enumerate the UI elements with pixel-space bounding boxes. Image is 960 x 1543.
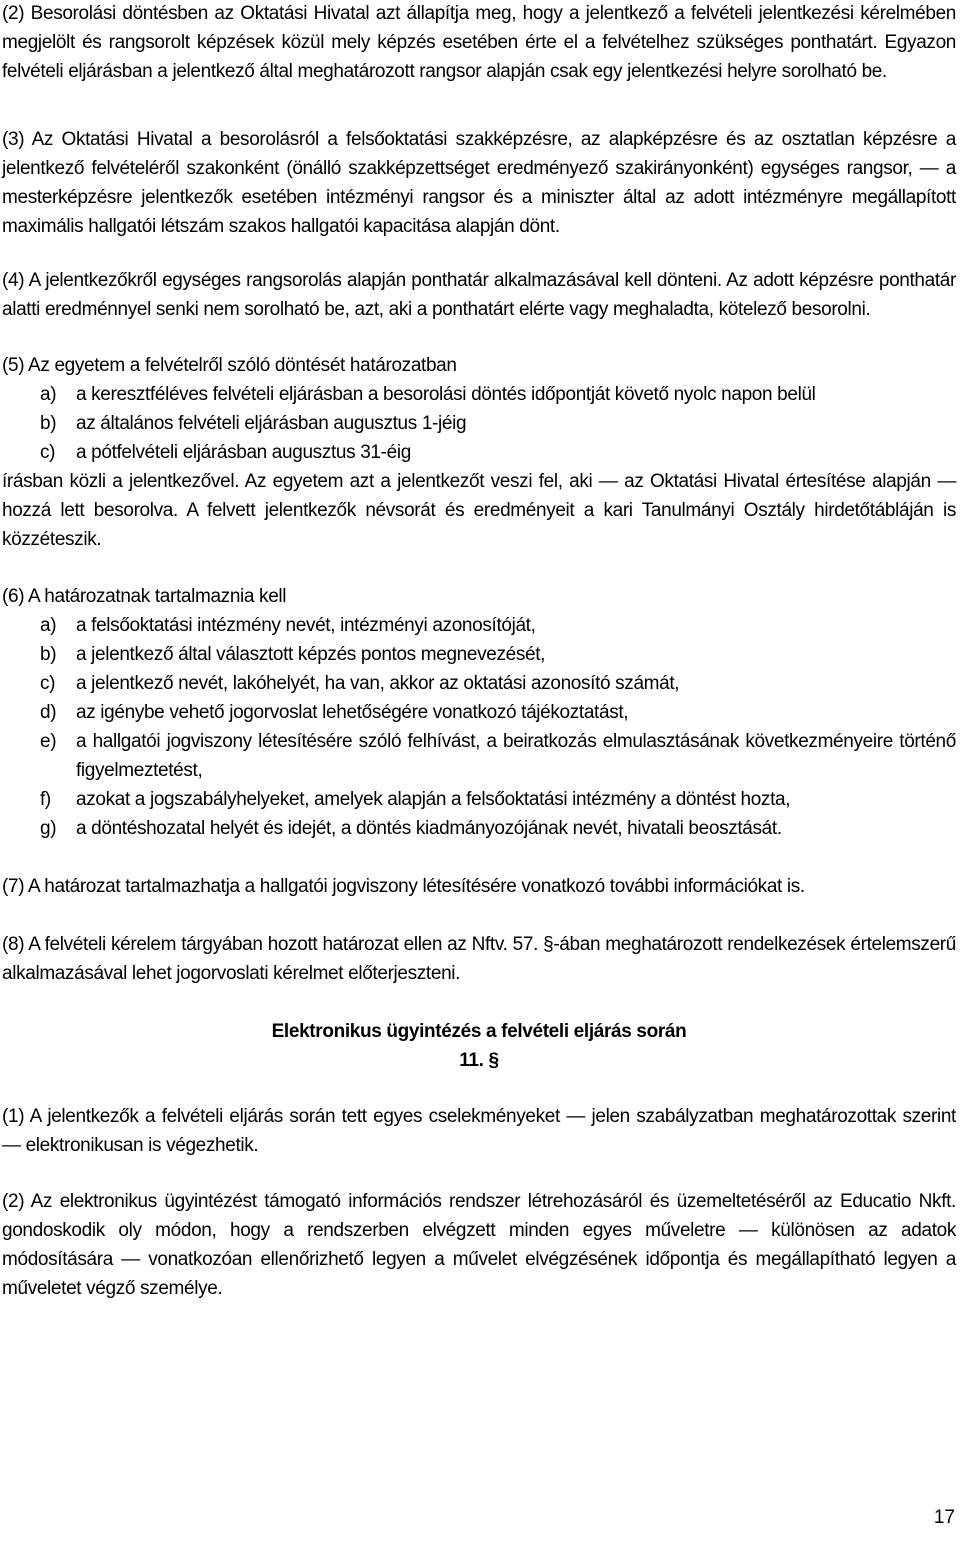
paragraph-3: (3) Az Oktatási Hivatal a besorolásról a felsőoktatási szakképzésre, az alapképzésre és az osztatlan képzésre a jelentkező felvételéről szakonként (önálló szakképzettséget eredményező szakirányonként) egységes rangsor, — a mesterképzésre jelentkezők esetében intézményi rangsor és a miniszter által az adott intézményre megállapított maximális hallgatói létszám szakos hallgatói kapacitása alapján dönt. [2, 129, 956, 237]
list-item [2, 785, 956, 814]
paragraph-5-list [2, 380, 956, 467]
list-marker: g) [40, 818, 57, 839]
paragraph-8: (8) A felvételi kérelem tárgyában hozott határozat ellen az Nftv. 57. §-ában meghatározott rendelkezések értelemszerű alkalmazásával lehet jogorvoslati kérelmet előterjeszteni. [2, 934, 956, 984]
paragraph-5-intro: (5) Az egyetem a felvételről szóló döntését határozatban [2, 355, 457, 376]
document-body [2, 0, 956, 1303]
list-item [2, 611, 956, 640]
section-title: Elektronikus ügyintézés a felvételi eljárás során [271, 1021, 687, 1042]
list-item [2, 814, 956, 843]
list-marker: b) [40, 413, 57, 434]
list-text: a hallgatói jogviszony létesítésére szóló felhívást, a beiratkozás elmulasztásának következményeire történő figyelmeztetést, [76, 731, 956, 781]
paragraph-4: (4) A jelentkezőkről egységes rangsorolás alapján ponthatár alkalmazásával kell dönteni. Az adott képzésre ponthatár alatti eredménnyel senki nem sorolható be, azt, aki a ponthatárt elérte vagy meghaladta, kötelező besorolni. [2, 270, 956, 320]
list-text: az igénybe vehető jogorvoslat lehetőségére vonatkozó tájékoztatást, [76, 702, 629, 723]
paragraph-7: (7) A határozat tartalmazhatja a hallgatói jogviszony létesítésére vonatkozó további információkat is. [2, 876, 805, 897]
list-text: a jelentkező nevét, lakóhelyét, ha van, akkor az oktatási azonosító számát, [76, 673, 680, 694]
section-paragraph-2: (2) Az elektronikus ügyintézést támogató információs rendszer létrehozásáról és üzemeltetéséről az Educatio Nkft. gondoskodik oly módon, hogy a rendszerben elvégzett minden egyes műveletre — különösen az adatok módosítására — vonatkozóan ellenőrizhető legyen a művelet elvégzésének időpontja és megállapítható legyen a műveletet végző személye. [2, 1191, 956, 1299]
paragraph-5-outro: írásban közli a jelentkezővel. Az egyetem azt a jelentkezőt veszi fel, aki — az Oktatási Hivatal értesítése alapján — hozzá lett besorolva. A felvett jelentkezők névsorát és eredményeit a kari Tanulmányi Osztály hirdetőtábláján is közzéteszik. [2, 471, 956, 550]
list-text: a keresztféléves felvételi eljárásban a besorolási döntés időpontját követő nyolc napon belül [76, 384, 816, 405]
list-marker: f) [40, 789, 51, 810]
list-text: a döntéshozatal helyét és idejét, a döntés kiadmányozójának nevét, hivatali beosztását. [76, 818, 782, 839]
list-item [2, 380, 956, 409]
list-item [2, 438, 956, 467]
list-marker: d) [40, 702, 57, 723]
list-marker: e) [40, 731, 57, 752]
list-item [2, 698, 956, 727]
list-text: a jelentkező által választott képzés pontos megnevezését, [76, 644, 546, 665]
list-text: azokat a jogszabályhelyeket, amelyek alapján a felsőoktatási intézmény a döntést hozta, [76, 789, 791, 810]
section-number: 11. § [459, 1050, 499, 1071]
page-number: 17 [933, 1507, 955, 1528]
list-text: a felsőoktatási intézmény nevét, intézményi azonosítóját, [76, 615, 536, 636]
section-heading [2, 1017, 956, 1075]
list-item [2, 669, 956, 698]
paragraph-2: (2) Besorolási döntésben az Oktatási Hivatal azt állapítja meg, hogy a jelentkező a felvételi jelentkezési kérelmében megjelölt és rangsorolt képzések közül mely képzés esetében érte el a felvételhez szükséges ponthatárt. Egyazon felvételi eljárásban a jelentkező által meghatározott rangsor alapján csak egy jelentkezési helyre sorolható be. [2, 3, 956, 82]
list-marker: a) [40, 615, 57, 636]
list-marker: c) [40, 442, 56, 463]
paragraph-6-list [2, 611, 956, 843]
list-item [2, 727, 956, 785]
list-text: a pótfelvételi eljárásban augusztus 31-éig [76, 442, 411, 463]
list-item [2, 640, 956, 669]
list-text: az általános felvételi eljárásban augusztus 1-jéig [76, 413, 467, 434]
paragraph-6-intro: (6) A határozatnak tartalmaznia kell [2, 586, 287, 607]
list-item [2, 409, 956, 438]
section-paragraph-1: (1) A jelentkezők a felvételi eljárás során tett egyes cselekményeket — jelen szabályzatban meghatározottak szerint — elektronikusan is végezhetik. [2, 1106, 956, 1156]
list-marker: c) [40, 673, 56, 694]
list-marker: b) [40, 644, 57, 665]
list-marker: a) [40, 384, 57, 405]
